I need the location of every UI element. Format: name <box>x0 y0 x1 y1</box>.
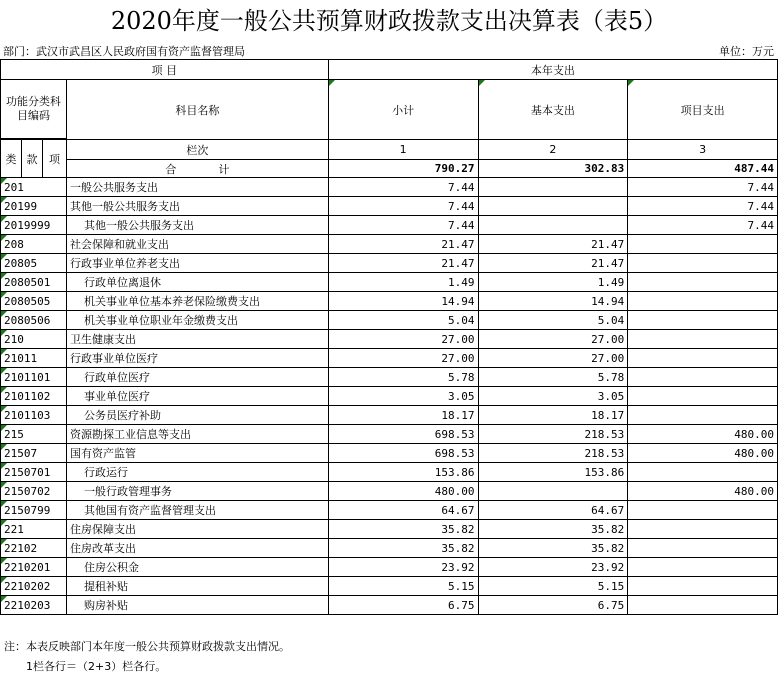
row-subtotal: 27.00 <box>328 330 478 349</box>
row-subtotal: 23.92 <box>328 558 478 577</box>
row-basic: 23.92 <box>478 558 628 577</box>
header-project: 项目支出 <box>628 80 778 140</box>
table-row <box>1 273 778 292</box>
total-label: 合 计 <box>66 160 328 178</box>
row-code: 215 <box>1 425 67 444</box>
header-col-label: 栏次 <box>66 140 328 160</box>
header-subtotal: 小计 <box>328 80 478 140</box>
row-code: 2210202 <box>1 577 67 596</box>
row-basic: 14.94 <box>478 292 628 311</box>
row-code: 2150702 <box>1 482 67 501</box>
row-subtotal: 5.15 <box>328 577 478 596</box>
header-item: 项 目 <box>1 60 329 80</box>
row-subtotal: 7.44 <box>328 178 478 197</box>
row-project <box>628 539 778 558</box>
row-subtotal: 14.94 <box>328 292 478 311</box>
row-subtotal: 18.17 <box>328 406 478 425</box>
row-subtotal: 7.44 <box>328 197 478 216</box>
row-subtotal: 21.47 <box>328 235 478 254</box>
total-row <box>1 160 778 178</box>
row-code: 20805 <box>1 254 67 273</box>
row-basic: 218.53 <box>478 444 628 463</box>
table-row <box>1 501 778 520</box>
department-label: 部门：武汉市武昌区人民政府国有资产监督管理局 <box>3 45 245 58</box>
table-row <box>1 216 778 235</box>
row-name: 行政单位医疗 <box>66 368 328 387</box>
row-project <box>628 387 778 406</box>
row-project: 480.00 <box>628 444 778 463</box>
total-project: 487.44 <box>628 160 778 178</box>
row-project <box>628 235 778 254</box>
row-subtotal: 21.47 <box>328 254 478 273</box>
table-row <box>1 330 778 349</box>
row-basic: 21.47 <box>478 235 628 254</box>
row-subtotal: 153.86 <box>328 463 478 482</box>
row-name: 一般公共服务支出 <box>66 178 328 197</box>
table-row <box>1 197 778 216</box>
header-row-1 <box>1 60 778 80</box>
row-subtotal: 5.78 <box>328 368 478 387</box>
table-row <box>1 368 778 387</box>
row-code: 20199 <box>1 197 67 216</box>
row-subtotal: 35.82 <box>328 539 478 558</box>
row-subtotal: 6.75 <box>328 596 478 615</box>
row-basic: 5.04 <box>478 311 628 330</box>
row-subtotal: 5.04 <box>328 311 478 330</box>
row-basic: 5.15 <box>478 577 628 596</box>
row-project <box>628 463 778 482</box>
row-code: 22102 <box>1 539 67 558</box>
row-basic: 5.78 <box>478 368 628 387</box>
row-name: 社会保障和就业支出 <box>66 235 328 254</box>
row-subtotal: 480.00 <box>328 482 478 501</box>
row-project <box>628 254 778 273</box>
row-basic: 64.67 <box>478 501 628 520</box>
header-xiang: 项 <box>42 140 66 178</box>
row-name: 其他一般公共服务支出 <box>66 197 328 216</box>
row-project <box>628 501 778 520</box>
row-basic: 1.49 <box>478 273 628 292</box>
row-name: 资源勘探工业信息等支出 <box>66 425 328 444</box>
row-subtotal: 27.00 <box>328 349 478 368</box>
header-row-3 <box>1 140 778 160</box>
row-name: 住房保障支出 <box>66 520 328 539</box>
row-code: 21011 <box>1 349 67 368</box>
row-basic: 27.00 <box>478 330 628 349</box>
row-basic: 35.82 <box>478 539 628 558</box>
row-code: 2080506 <box>1 311 67 330</box>
row-subtotal: 1.49 <box>328 273 478 292</box>
row-code: 2210203 <box>1 596 67 615</box>
row-project <box>628 558 778 577</box>
row-code: 2019999 <box>1 216 67 235</box>
row-project <box>628 520 778 539</box>
row-code: 2101102 <box>1 387 67 406</box>
row-code: 208 <box>1 235 67 254</box>
header-col3: 3 <box>628 140 778 160</box>
row-code: 201 <box>1 178 67 197</box>
row-name: 购房补贴 <box>66 596 328 615</box>
table-row <box>1 387 778 406</box>
row-name: 住房改革支出 <box>66 539 328 558</box>
row-code: 2210201 <box>1 558 67 577</box>
row-project <box>628 330 778 349</box>
table-row <box>1 311 778 330</box>
row-name: 行政事业单位养老支出 <box>66 254 328 273</box>
row-basic: 218.53 <box>478 425 628 444</box>
table-row <box>1 349 778 368</box>
budget-table <box>0 59 778 615</box>
row-basic: 21.47 <box>478 254 628 273</box>
row-basic: 27.00 <box>478 349 628 368</box>
row-project: 7.44 <box>628 216 778 235</box>
row-basic: 35.82 <box>478 520 628 539</box>
table-row <box>1 178 778 197</box>
row-project: 480.00 <box>628 425 778 444</box>
row-name: 卫生健康支出 <box>66 330 328 349</box>
row-name: 机关事业单位职业年金缴费支出 <box>66 311 328 330</box>
table-row <box>1 596 778 615</box>
row-name: 一般行政管理事务 <box>66 482 328 501</box>
row-basic <box>478 216 628 235</box>
row-code: 2150701 <box>1 463 67 482</box>
row-subtotal: 698.53 <box>328 425 478 444</box>
row-project <box>628 273 778 292</box>
header-year-expense: 本年支出 <box>328 60 777 80</box>
row-basic: 3.05 <box>478 387 628 406</box>
row-code: 21507 <box>1 444 67 463</box>
table-row <box>1 425 778 444</box>
total-subtotal: 790.27 <box>328 160 478 178</box>
note-line-2: 1栏各行＝（2+3）栏各行。 <box>26 660 167 673</box>
row-basic: 6.75 <box>478 596 628 615</box>
header-col1: 1 <box>328 140 478 160</box>
row-name: 行政运行 <box>66 463 328 482</box>
row-basic <box>478 197 628 216</box>
row-basic <box>478 178 628 197</box>
row-name: 其他一般公共服务支出 <box>66 216 328 235</box>
row-project: 480.00 <box>628 482 778 501</box>
row-basic: 18.17 <box>478 406 628 425</box>
row-name: 提租补贴 <box>66 577 328 596</box>
header-col2: 2 <box>478 140 628 160</box>
row-name: 住房公积金 <box>66 558 328 577</box>
header-subject-name: 科目名称 <box>66 80 328 140</box>
unit-label: 单位：万元 <box>719 45 774 58</box>
row-code: 2080501 <box>1 273 67 292</box>
header-func-code: 功能分类科目编码 <box>1 80 67 139</box>
row-code: 210 <box>1 330 67 349</box>
row-name: 行政单位离退休 <box>66 273 328 292</box>
row-project: 7.44 <box>628 197 778 216</box>
table-row <box>1 444 778 463</box>
table-row <box>1 292 778 311</box>
row-project: 7.44 <box>628 178 778 197</box>
row-name: 行政事业单位医疗 <box>66 349 328 368</box>
row-project <box>628 368 778 387</box>
table-row <box>1 463 778 482</box>
table-row <box>1 254 778 273</box>
row-project <box>628 406 778 425</box>
table-row <box>1 482 778 501</box>
row-subtotal: 698.53 <box>328 444 478 463</box>
row-project <box>628 311 778 330</box>
row-subtotal: 7.44 <box>328 216 478 235</box>
page-title: 2020年度一般公共预算财政拨款支出决算表（表5） <box>110 7 668 35</box>
table-row <box>1 520 778 539</box>
row-name: 其他国有资产监督管理支出 <box>66 501 328 520</box>
header-basic: 基本支出 <box>478 80 628 140</box>
total-basic: 302.83 <box>478 160 628 178</box>
row-name: 国有资产监管 <box>66 444 328 463</box>
note-line-1: 注：本表反映部门本年度一般公共预算财政拨款支出情况。 <box>4 640 290 653</box>
row-project <box>628 349 778 368</box>
row-project <box>628 577 778 596</box>
header-lei: 类 <box>1 140 22 178</box>
header-row-2 <box>1 80 778 139</box>
row-project <box>628 596 778 615</box>
row-code: 2080505 <box>1 292 67 311</box>
row-project <box>628 292 778 311</box>
table-row <box>1 406 778 425</box>
row-name: 公务员医疗补助 <box>66 406 328 425</box>
table-row <box>1 558 778 577</box>
row-basic: 153.86 <box>478 463 628 482</box>
row-subtotal: 35.82 <box>328 520 478 539</box>
row-code: 2101101 <box>1 368 67 387</box>
table-row <box>1 577 778 596</box>
header-kuan: 款 <box>21 140 42 178</box>
table-row <box>1 235 778 254</box>
row-code: 2150799 <box>1 501 67 520</box>
row-subtotal: 3.05 <box>328 387 478 406</box>
row-code: 2101103 <box>1 406 67 425</box>
row-subtotal: 64.67 <box>328 501 478 520</box>
row-code: 221 <box>1 520 67 539</box>
table-row <box>1 539 778 558</box>
row-name: 事业单位医疗 <box>66 387 328 406</box>
row-name: 机关事业单位基本养老保险缴费支出 <box>66 292 328 311</box>
row-basic <box>478 482 628 501</box>
